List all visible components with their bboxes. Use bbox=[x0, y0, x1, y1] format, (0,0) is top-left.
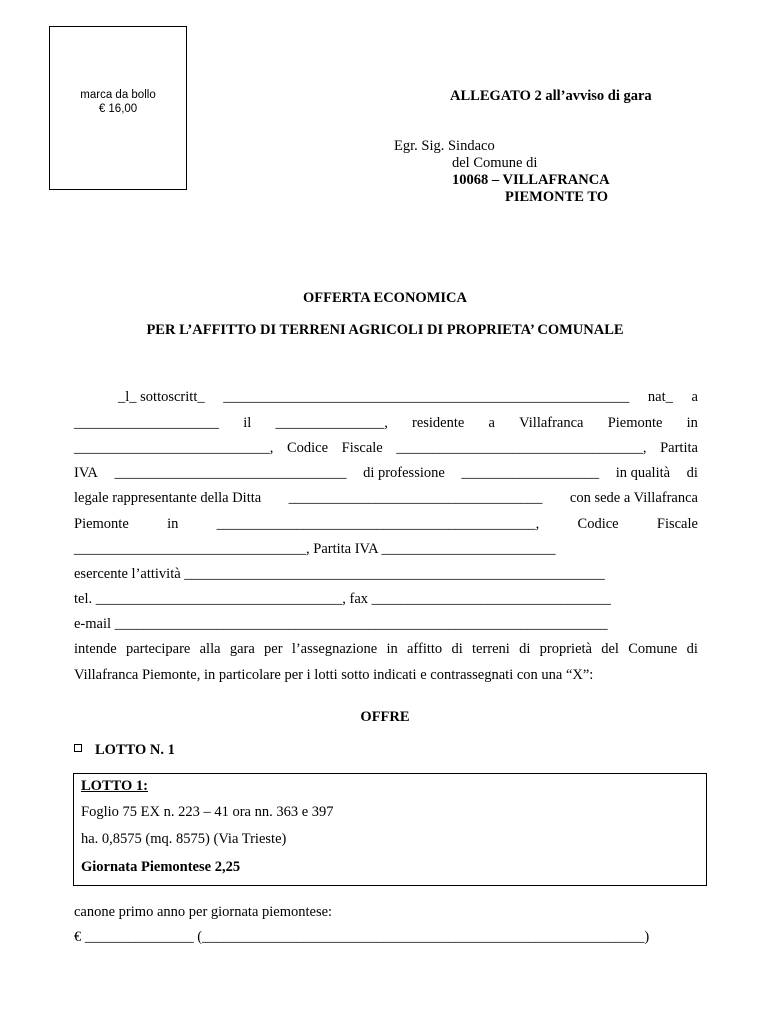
canone-label: canone primo anno per giornata piemontese: bbox=[74, 904, 333, 920]
professione-text: di professione bbox=[363, 465, 445, 481]
a-text: a bbox=[691, 389, 698, 405]
word: proprietà bbox=[539, 641, 592, 657]
word: di bbox=[451, 641, 463, 657]
codice-fiscale-field[interactable]: __________________________________, bbox=[396, 440, 647, 456]
piemonte-text: Piemonte bbox=[607, 415, 663, 431]
stamp-label bbox=[50, 88, 186, 116]
word: gara bbox=[229, 641, 255, 657]
name-field[interactable]: ________________________________________________________ bbox=[223, 389, 630, 405]
lotto-1-giornata: Giornata Piemontese 2,25 bbox=[81, 859, 241, 875]
form-row-tel-fax[interactable]: tel. __________________________________, fax _________________________________ bbox=[74, 591, 611, 607]
recipient-line-2: del Comune di bbox=[452, 155, 538, 171]
lotto-1-title: LOTTO 1: bbox=[81, 778, 149, 794]
fiscale-text: Fiscale bbox=[341, 440, 383, 456]
recipient-line-4: PIEMONTE TO bbox=[505, 189, 609, 205]
canone-amount-field[interactable]: € _______________ (_____________________________________________________________) bbox=[74, 929, 650, 945]
residente-text: residente bbox=[412, 415, 465, 431]
word: intende bbox=[74, 641, 117, 657]
stamp-line-2: € 16,00 bbox=[98, 103, 138, 115]
word: Comune bbox=[628, 641, 678, 657]
ditta-field[interactable]: ___________________________________ bbox=[288, 490, 543, 506]
piemonte-text: Piemonte bbox=[74, 516, 129, 532]
qualita-text: in qualità bbox=[615, 465, 671, 481]
codice-text: Codice bbox=[577, 516, 619, 532]
form-row-attivita[interactable]: esercente l’attività __________________________________________________________ bbox=[74, 566, 605, 582]
iva-text: IVA bbox=[74, 465, 98, 481]
form-row-ditta-cf[interactable]: ________________________________, Partita IVA ________________________ bbox=[74, 541, 556, 557]
birthplace-field[interactable]: ____________________ bbox=[74, 415, 219, 431]
form-row-address bbox=[74, 439, 698, 457]
villafranca-text: Villafranca bbox=[519, 415, 584, 431]
fiscale-text: Fiscale bbox=[656, 516, 698, 532]
a-text: a bbox=[488, 415, 495, 431]
word: per bbox=[264, 641, 283, 657]
intent-paragraph-line-1 bbox=[74, 640, 698, 658]
intent-paragraph-line-2: Villafranca Piemonte, in particolare per i lotti sotto indicati e contrassegnati con una “X”: bbox=[74, 667, 594, 683]
form-row-sede bbox=[74, 515, 698, 533]
lotto-1-label: LOTTO N. 1 bbox=[95, 742, 175, 758]
codice-text: Codice bbox=[286, 440, 329, 456]
birthdate-field[interactable]: _______________, bbox=[275, 415, 388, 431]
sottoscritto-text: _l_ sottoscritt_ bbox=[118, 389, 205, 405]
document-subtitle: PER L’AFFITTO DI TERRENI AGRICOLI DI PROPRIETA’ COMUNALE bbox=[146, 322, 624, 338]
lotto-1-checkbox[interactable] bbox=[74, 744, 82, 752]
lotto-1-details-box bbox=[73, 773, 707, 886]
word: terreni bbox=[471, 641, 510, 657]
partita-text: Partita bbox=[660, 440, 698, 456]
sede-address-field[interactable]: ____________________________________________, bbox=[216, 516, 540, 532]
word: affitto bbox=[407, 641, 443, 657]
lotto-1-option[interactable] bbox=[74, 741, 175, 759]
form-row-iva bbox=[74, 464, 698, 482]
word: in bbox=[386, 641, 398, 657]
document-title: OFFERTA ECONOMICA bbox=[303, 290, 467, 306]
partita-iva-field[interactable]: ________________________________ bbox=[114, 465, 347, 481]
professione-field[interactable]: ___________________ bbox=[461, 465, 600, 481]
lotto-1-area: ha. 0,8575 (mq. 8575) (Via Trieste) bbox=[81, 831, 287, 847]
recipient-line-1: Egr. Sig. Sindaco bbox=[394, 138, 495, 154]
form-row-birth bbox=[74, 414, 698, 432]
nato-text: nat_ bbox=[647, 389, 673, 405]
word: partecipare bbox=[125, 641, 191, 657]
word: del bbox=[601, 641, 619, 657]
lotto-1-foglio: Foglio 75 EX n. 223 – 41 ora nn. 363 e 397 bbox=[81, 804, 334, 820]
word: di bbox=[519, 641, 531, 657]
legale-rappresentante-text: legale rappresentante della Ditta bbox=[74, 490, 262, 506]
word: l’assegnazione bbox=[291, 641, 378, 657]
recipient-line-3: 10068 – VILLAFRANCA bbox=[452, 172, 610, 188]
allegato-label: ALLEGATO 2 all’avviso di gara bbox=[450, 88, 652, 104]
word: alla bbox=[199, 641, 221, 657]
sede-text: con sede a Villafranca bbox=[569, 490, 698, 506]
di-text: di bbox=[686, 465, 698, 481]
form-row-name bbox=[118, 388, 698, 406]
form-row-email[interactable]: e-mail ____________________________________________________________________ bbox=[74, 616, 608, 632]
in-text: in bbox=[686, 415, 698, 431]
address-field[interactable]: ___________________________, bbox=[74, 440, 274, 456]
form-row-ditta bbox=[74, 489, 698, 507]
il-text: il bbox=[243, 415, 252, 431]
offre-heading: OFFRE bbox=[360, 709, 410, 725]
stamp-line-1: marca da bollo bbox=[80, 89, 156, 101]
in-text: in bbox=[167, 516, 179, 532]
stamp-box bbox=[49, 26, 187, 190]
word: di bbox=[686, 641, 698, 657]
